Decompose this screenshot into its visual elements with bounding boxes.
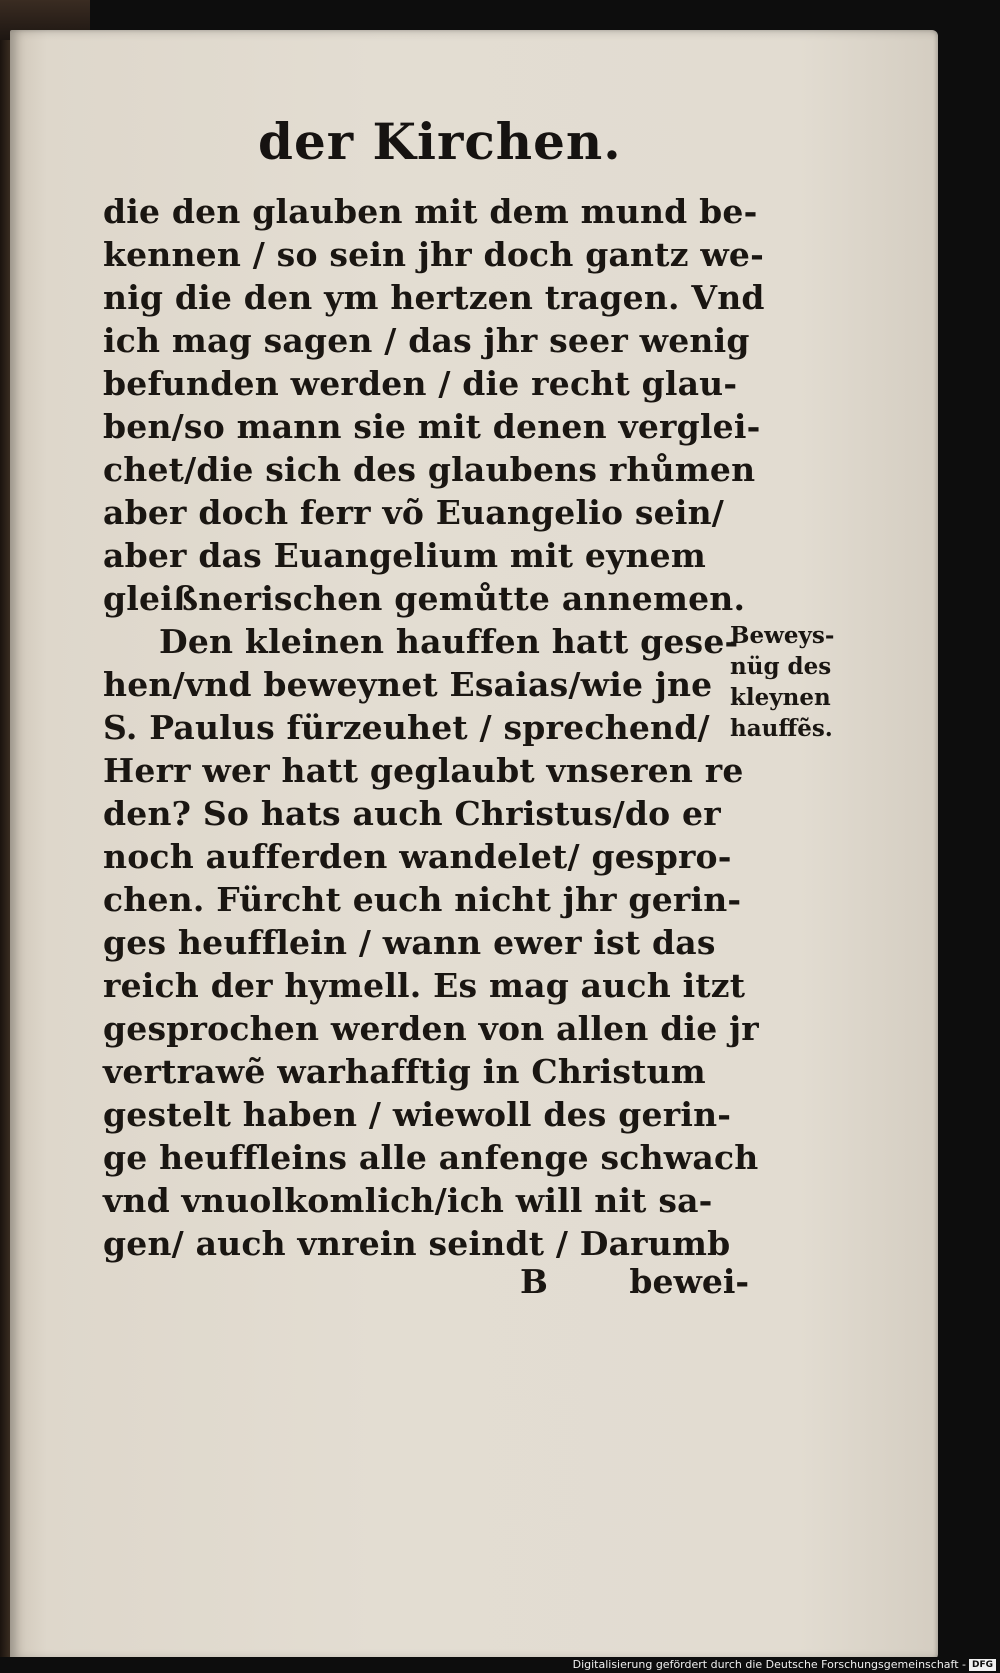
- text-line: gestelt haben / wiewoll des gerin-: [103, 1095, 732, 1134]
- text-line: noch aufferden wandelet/ gespro-: [103, 837, 732, 876]
- text-line: aber das Euangelium mit eynem: [103, 536, 706, 575]
- text-line: Herr wer hatt geglaubt vnseren re: [103, 751, 744, 790]
- text-line: vertrawẽ warhafftig in Christum: [103, 1052, 706, 1091]
- signature-mark: B: [520, 1262, 548, 1301]
- text-line: nig die den ym hertzen tragen. Vnd: [103, 278, 765, 317]
- text-line: reich der hymell. Es mag auch itzt: [103, 966, 746, 1005]
- margin-note-line: Beweys-: [730, 622, 835, 649]
- page-footer-marks: [520, 1262, 749, 1301]
- running-head: der Kirchen.: [258, 112, 622, 171]
- text-line: Den kleinen hauffen hatt gese-: [159, 622, 739, 661]
- text-line: ich mag sagen / das jhr seer wenig: [103, 321, 750, 360]
- dfg-logo: DFG: [969, 1659, 996, 1671]
- text-line: gesprochen werden von allen die jr: [103, 1009, 759, 1048]
- footer-strip: [0, 1657, 1000, 1673]
- text-line: gleißnerischen gemůtte annemen.: [103, 579, 746, 618]
- main-text-block: [103, 190, 765, 1265]
- text-line: kennen / so sein jhr doch gantz we-: [103, 235, 765, 274]
- margin-note-line: hauffẽs.: [730, 715, 833, 742]
- text-line: befunden werden / die recht glau-: [103, 364, 738, 403]
- text-line: vnd vnuolkomlich/ich will nit sa-: [103, 1181, 713, 1220]
- credit-text: Digitalisierung gefördert durch die Deutsche Forschungsgemeinschaft -: [572, 1658, 966, 1671]
- text-line: ge heuffleins alle anfenge schwach: [103, 1138, 759, 1177]
- text-line: chen. Fürcht euch nicht jhr gerin-: [103, 880, 742, 919]
- text-line: ben/so mann sie mit denen verglei-: [103, 407, 761, 446]
- margin-note-line: kleynen: [730, 684, 831, 711]
- catchword: bewei-: [629, 1262, 750, 1301]
- text-line: ges heufflein / wann ewer ist das: [103, 923, 716, 962]
- marginal-note: [730, 620, 870, 744]
- margin-note-line: nüg des: [730, 653, 832, 680]
- text-line: hen/vnd beweynet Esaias/wie jne: [103, 665, 713, 704]
- text-line: chet/die sich des glaubens rhůmen: [103, 450, 756, 489]
- text-line: den? So hats auch Christus/do er: [103, 794, 721, 833]
- digitization-credit: [573, 1658, 996, 1672]
- text-line: S. Paulus fürzeuhet / sprechend/: [103, 708, 710, 747]
- text-line: die den glauben mit dem mund be-: [103, 192, 758, 231]
- text-line: gen/ auch vnrein seindt / Darumb: [103, 1224, 731, 1263]
- text-line: aber doch ferr võ Euangelio sein/: [103, 493, 725, 532]
